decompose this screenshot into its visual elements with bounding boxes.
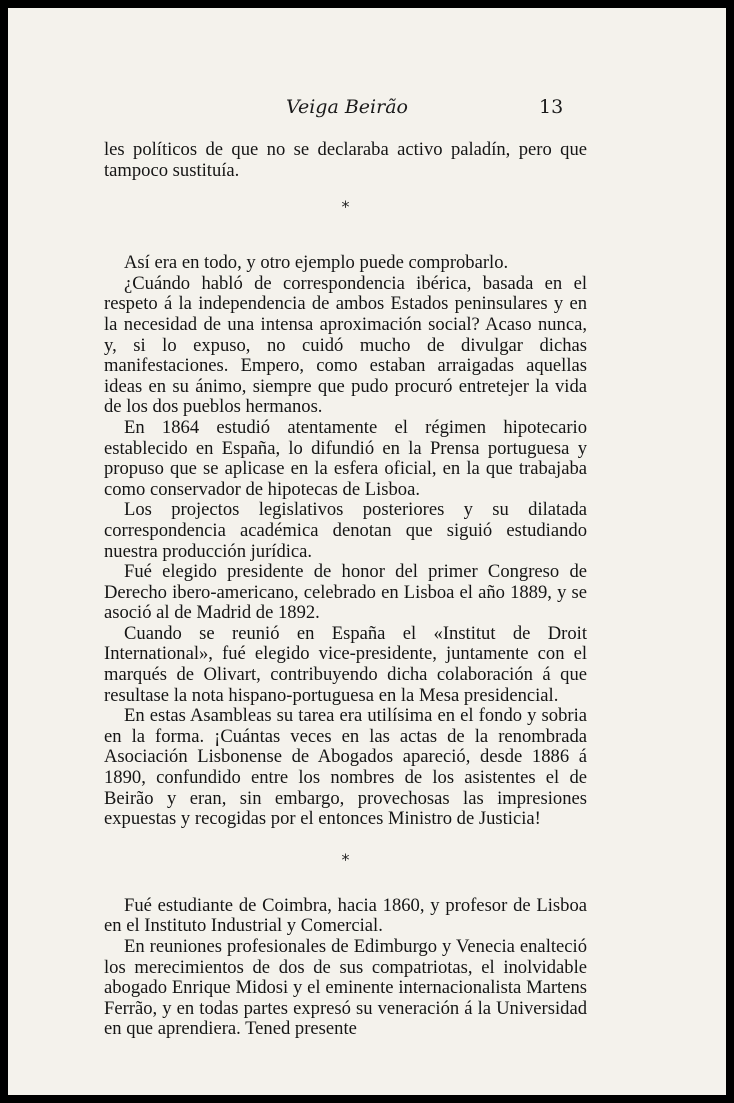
paragraph: En reuniones profesionales de Edimburgo y Venecia enalteció los merecimientos de dos de sus compatriotas, el inolvidable abogado Enrique Midosi y el eminente internacionalista Martens Ferrão, y en todas partes expresó su veneración á la Universidad en que aprendiera. Tened presente: [104, 936, 587, 1040]
paragraph: Así era en todo, y otro ejemplo puede comprobarlo.: [124, 252, 509, 274]
section-separator: *: [341, 197, 350, 217]
page-header: [8, 96, 726, 126]
paragraph: Fué elegido presidente de honor del primer Congreso de Derecho ibero-americano, celebrado en Lisboa el año 1889, y se asoció al de Madrid de 1892.: [104, 561, 587, 624]
paragraph: Cuando se reunió en España el «Institut de Droit International», fué elegido vice-presidente, juntamente con el marqués de Olivart, contribuyendo dicha colaboración á que resultase la nota hispano-portuguesa en la Mesa presidencial.: [104, 622, 587, 706]
section-separator: *: [341, 849, 350, 869]
page-number: 13: [539, 96, 564, 118]
body-text: [104, 140, 587, 1040]
book-page: [8, 8, 726, 1095]
running-title: Veiga Beirão: [286, 96, 408, 118]
paragraph: ¿Cuándo habló de correspondencia ibérica, basada en el respeto á la independencia de ambos Estados peninsulares y en la necesidad de una intensa aproximación social? Acaso nunca, y, si lo expuso, no cuidó mucho de divulgar dichas manifestaciones. Empero, como estaban arraigadas aquellas ideas en su ánimo, siempre que pudo procuró entretejer la vida de los dos pueblos hermanos.: [104, 272, 587, 418]
paragraph: Los projectos legislativos posteriores y su dilatada correspondencia académica denotan que siguió estudiando nuestra producción jurídica.: [104, 499, 587, 562]
paragraph: Fué estudiante de Coimbra, hacia 1860, y profesor de Lisboa en el Instituto Industrial y Comercial.: [104, 894, 587, 937]
paragraph: les políticos de que no se declaraba activo paladín, pero que tampoco sustituía.: [104, 139, 587, 181]
paragraph: En estas Asambleas su tarea era utilísima en el fondo y sobria en la forma. ¡Cuántas veces en las actas de la renombrada Asociación Lisbonense de Abogados apareció, desde 1886 á 1890, confundido entre los nombres de los asistentes el de Beirão y eran, sin embargo, provechosas las impresiones expuestas y recogidas por el entonces Ministro de Justicia!: [104, 705, 587, 830]
paragraph: En 1864 estudió atentamente el régimen hipotecario establecido en España, lo difundió en la Prensa portuguesa y propuso que se aplicase en la esfera oficial, en la que trabajaba como conservador de hipotecas de Lisboa.: [104, 416, 587, 500]
